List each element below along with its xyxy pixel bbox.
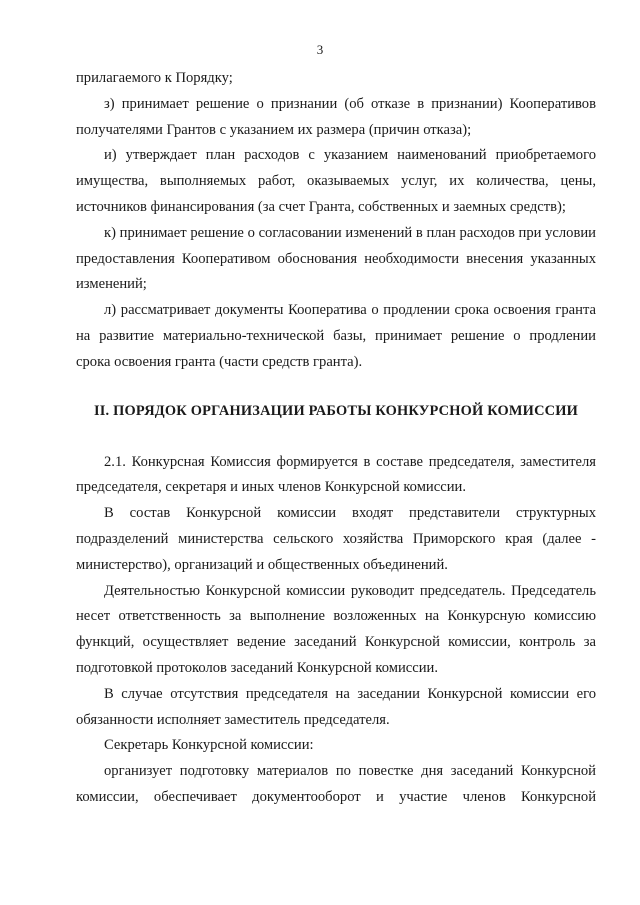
document-body bbox=[76, 66, 596, 811]
paragraph-secretary-duties: организует подготовку материалов по повестке дня заседаний Конкурсной комиссии, обеспечивает документооборот и участие членов Конкурсной bbox=[76, 763, 596, 805]
page-number: 3 bbox=[316, 42, 324, 57]
paragraph-item-z: з) принимает решение о признании (об отказе в признании) Кооперативов получателями Грантов с указанием их размера (причин отказа); bbox=[76, 95, 596, 138]
section-heading: II. ПОРЯДОК ОРГАНИЗАЦИИ РАБОТЫ КОНКУРСНОЙ КОМИССИИ bbox=[93, 402, 579, 419]
paragraph-chairman: Деятельностью Конкурсной комиссии руководит председатель. Председатель несет ответственность за выполнение возложенных на Конкурсную комиссию функций, осуществляет ведение заседаний Конкурсной комиссии, контроль за подготовкой протоколов заседаний Конкурсной комиссии. bbox=[76, 582, 596, 676]
paragraph-item-l: л) рассматривает документы Кооператива о продлении срока освоения гранта на развитие материально-технической базы, принимает решение о продлении срока освоения гранта (части средств гранта). bbox=[76, 302, 596, 370]
paragraph-composition: В состав Конкурсной комиссии входят представители структурных подразделений министерства сельского хозяйства Приморского края (далее - министерство), организаций и общественных объединений. bbox=[76, 505, 596, 573]
paragraph-item-i: и) утверждает план расходов с указанием наименований приобретаемого имущества, выполняемых работ, оказываемых услуг, их количества, цены, источников финансирования (за счет Гранта, собственных и заемных средств); bbox=[76, 147, 596, 215]
paragraph-deputy: В случае отсутствия председателя на заседании Конкурсной комиссии его обязанности исполняет заместитель председателя. bbox=[76, 685, 596, 728]
paragraph-2-1: 2.1. Конкурсная Комиссия формируется в составе председателя, заместителя председателя, секретаря и иных членов Конкурсной комиссии. bbox=[76, 453, 596, 496]
paragraph-item-k: к) принимает решение о согласовании изменений в план расходов при условии предоставления Кооперативом обоснования необходимости внесения указанных изменений; bbox=[76, 224, 596, 293]
paragraph-continuation: прилагаемого к Порядку; bbox=[76, 70, 233, 86]
paragraph-secretary-title: Секретарь Конкурсной комиссии: bbox=[104, 737, 314, 754]
